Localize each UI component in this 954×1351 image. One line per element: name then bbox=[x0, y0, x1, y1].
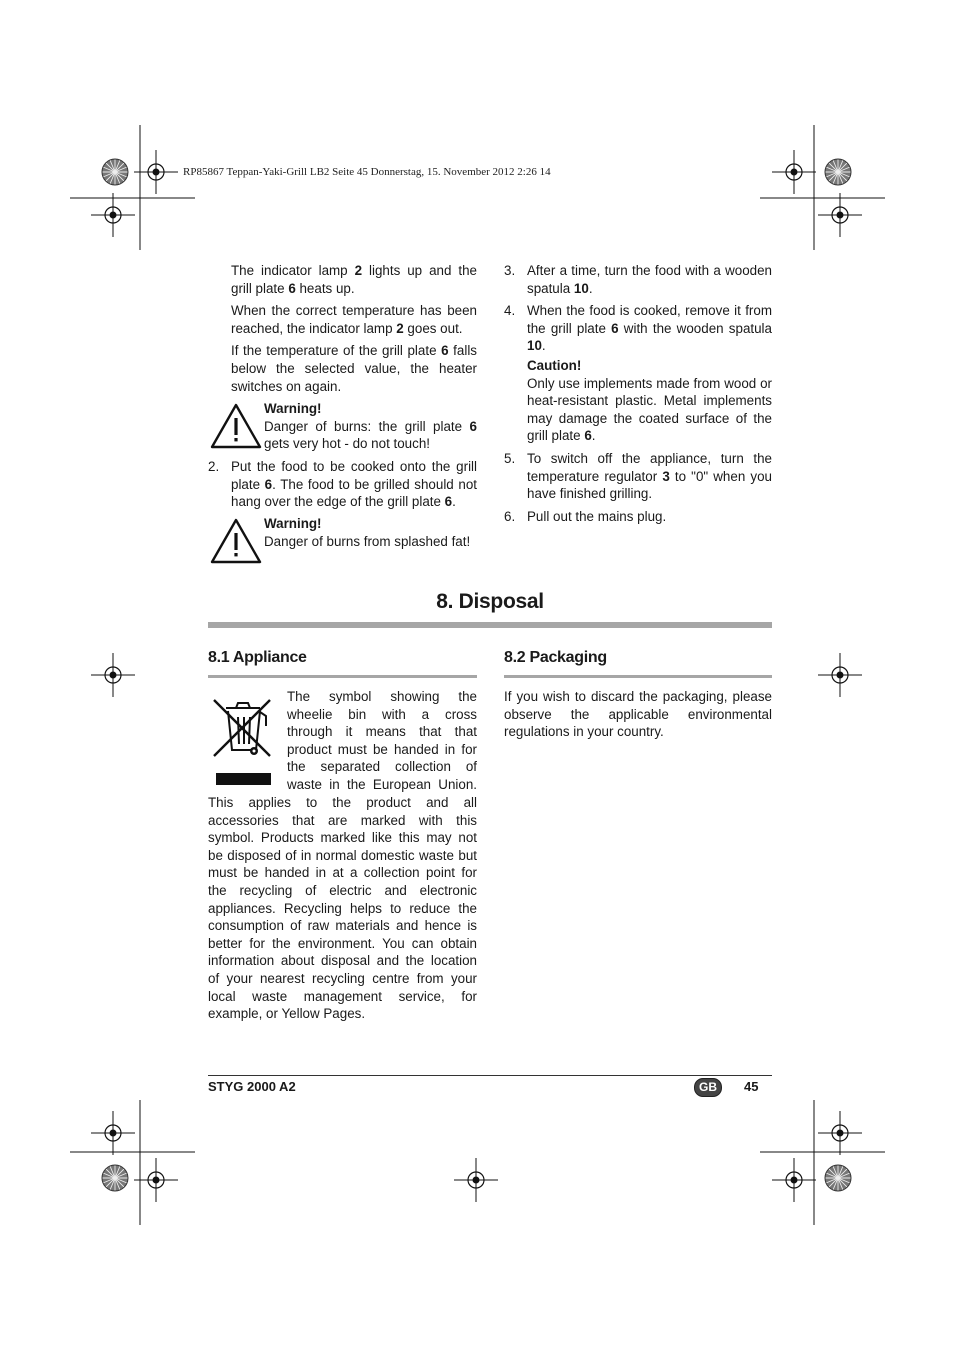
subsection-rule bbox=[208, 675, 477, 678]
list-item: 4. When the food is cooked, remove it from the grill plate 6 with the wooden spatula 10. bbox=[504, 303, 772, 354]
subsection-title-appliance: 8.1 Appliance bbox=[208, 649, 307, 666]
wrap-line: wheelie bin with a cross bbox=[287, 706, 477, 722]
warning-triangle-icon bbox=[210, 518, 262, 564]
caution-text: Only use implements made from wood or heat-resistant plastic. Metal implements may damage the coated surface of the grill plate 6. bbox=[527, 375, 772, 444]
wrap-line: the separated collection of bbox=[287, 759, 477, 775]
wrap-line: product must be handed in for bbox=[287, 741, 477, 757]
wheelie-bin-crossed-icon bbox=[208, 694, 276, 788]
warning-text: Danger of burns from splashed fat! bbox=[264, 533, 471, 549]
list-item: 6. Pull out the mains plug. bbox=[504, 508, 667, 524]
appliance-wrap-text bbox=[287, 688, 477, 794]
page-number: 45 bbox=[744, 1079, 759, 1094]
appliance-body-text: This applies to the product and all accessories that are marked with this symbol. Products marked like this may not be disposed of in normal domestic waste but must be handed in at a collection point for the recycling of electric and electronic appliances. Recycling helps to reduce the consumption of raw materials and hence is better for the environment. You can obtain information about disposal and the location of your nearest recycling centre from your local waste management service, for example, or Yellow Pages. bbox=[208, 795, 477, 1022]
section-title-rule bbox=[208, 622, 772, 628]
left-column bbox=[231, 262, 477, 400]
right-column bbox=[504, 262, 772, 530]
list-item: 5. To switch off the appliance, turn the temperature regulator 3 to "0" when you have finished grilling. bbox=[504, 450, 772, 502]
caution-heading: Caution! bbox=[527, 357, 582, 373]
wrap-line: waste in the European Union. bbox=[287, 776, 477, 792]
warning-text: Danger of burns: the grill plate 6 gets very hot - do not touch! bbox=[264, 418, 477, 452]
print-slug: RP85867 Teppan-Yaki-Grill LB2 Seite 45 Donnerstag, 15. November 2012 2:26 14 bbox=[183, 166, 551, 178]
paragraph-correct-temperature: When the correct temperature has been reached, the indicator lamp 2 goes out. bbox=[231, 303, 477, 336]
packaging-body-text: If you wish to discard the packaging, please observe the applicable environmental regulations in your country. bbox=[504, 689, 772, 740]
warning-triangle-icon bbox=[210, 403, 262, 449]
subsection-title-packaging: 8.2 Packaging bbox=[504, 649, 607, 666]
list-item: 3. After a time, turn the food with a wooden spatula 10. bbox=[504, 263, 772, 296]
list-item: 2. Put the food to be cooked onto the grill plate 6. The food to be grilled should not hang over the edge of the grill plate 6. bbox=[208, 459, 477, 510]
warning-splashed-fat bbox=[264, 515, 477, 550]
paragraph-temperature-falls: If the temperature of the grill plate 6 falls below the selected value, the heater switches on again. bbox=[231, 343, 477, 394]
section-title: 8. Disposal bbox=[436, 590, 544, 613]
wrap-line: through it means that that bbox=[287, 724, 477, 740]
language-badge: GB bbox=[694, 1078, 722, 1097]
wrap-line: The symbol showing the bbox=[287, 689, 477, 704]
warning-heading: Warning! bbox=[264, 401, 322, 416]
warning-heading: Warning! bbox=[264, 516, 322, 531]
caution-block bbox=[504, 357, 772, 445]
paragraph-indicator-lamp: The indicator lamp 2 lights up and the grill plate 6 heats up. bbox=[231, 263, 477, 296]
footer-model: STYG 2000 A2 bbox=[208, 1079, 296, 1094]
subsection-rule bbox=[504, 675, 772, 678]
warning-burns-hot-plate bbox=[264, 400, 477, 453]
footer-rule bbox=[208, 1075, 772, 1076]
